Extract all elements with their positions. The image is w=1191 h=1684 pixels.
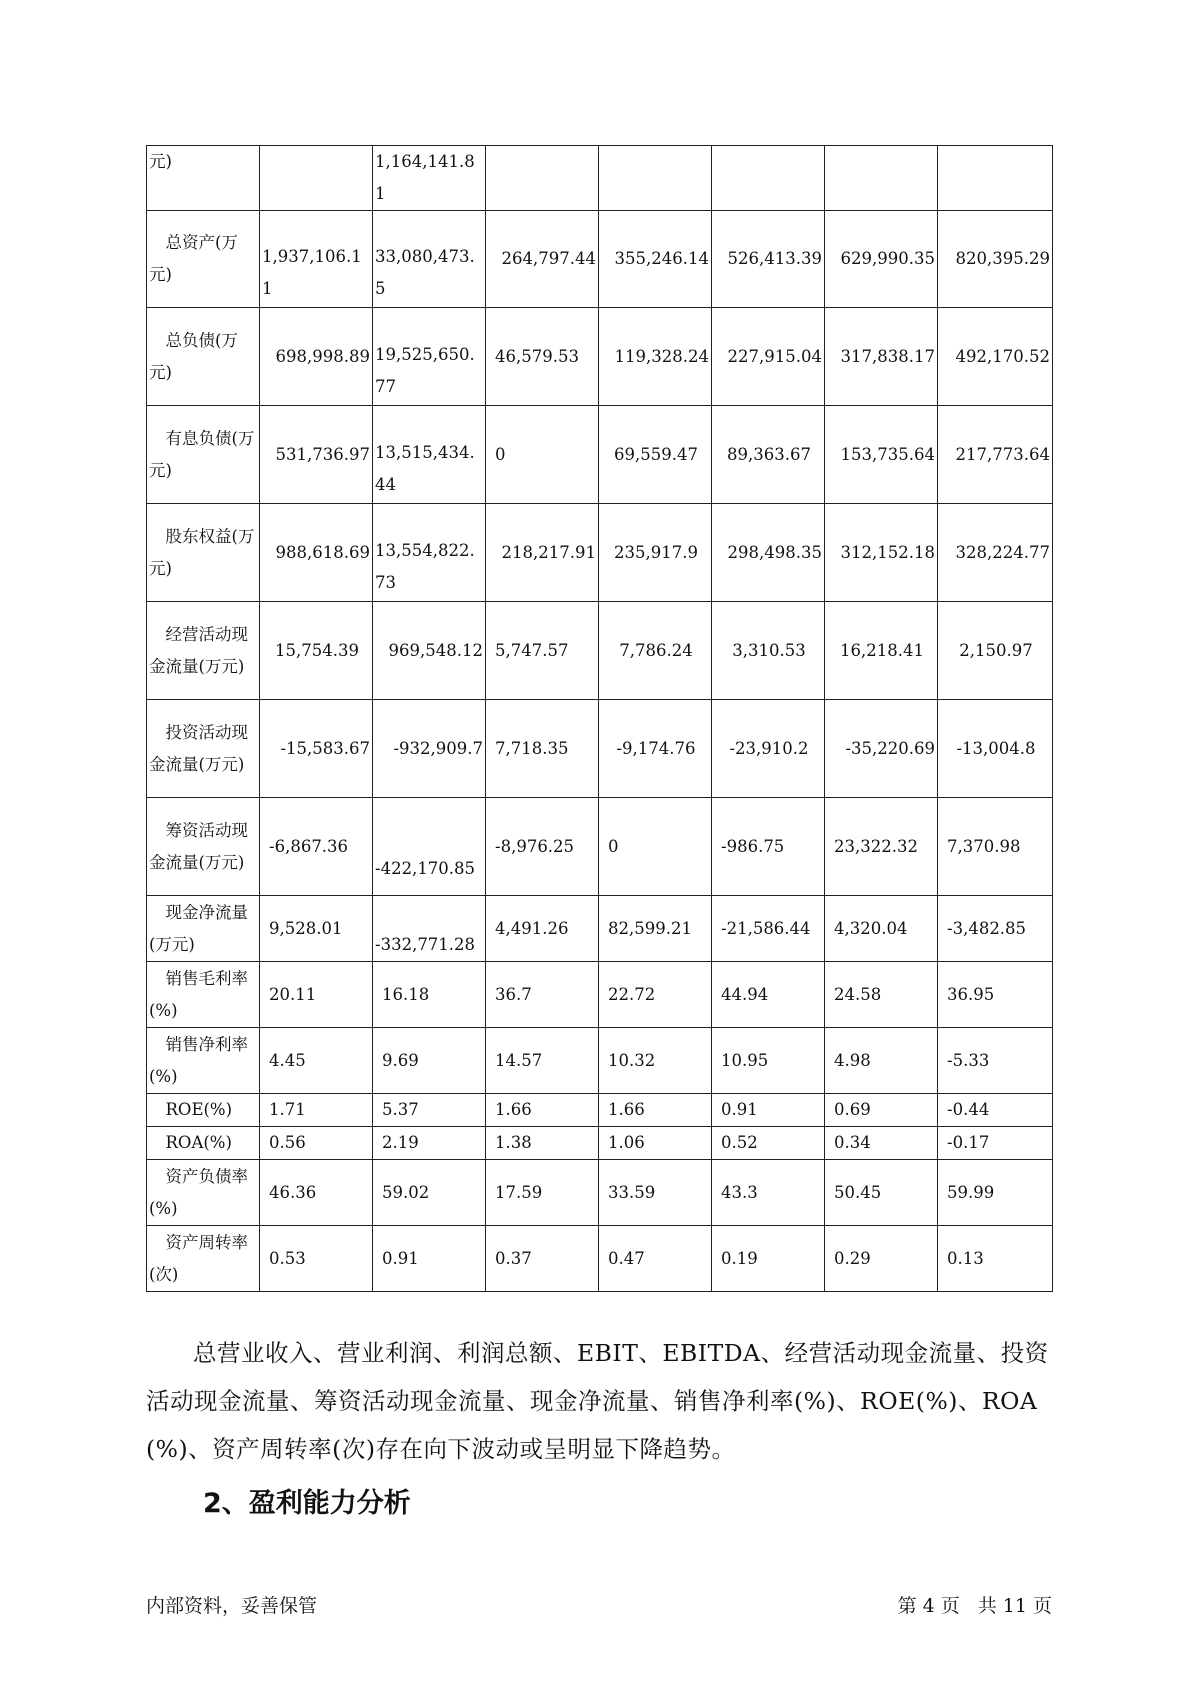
cell-value: 119,328.24 xyxy=(599,308,712,406)
cell-value: 3,310.53 xyxy=(712,602,825,700)
cell-value: 264,797.44 xyxy=(486,211,599,308)
table-row xyxy=(147,211,1053,308)
row-label: 销售毛利率(%) xyxy=(147,962,260,1028)
cell-value: -9,174.76 xyxy=(599,700,712,798)
row-label: 筹资活动现金流量(万元) xyxy=(147,798,260,896)
cell-value: 1,937,106.11 xyxy=(260,211,373,308)
cell-value: -15,583.67 xyxy=(260,700,373,798)
cell-value: -5.33 xyxy=(938,1028,1053,1094)
table-row xyxy=(147,1094,1053,1127)
cell-value: -8,976.25 xyxy=(486,798,599,896)
cell-value: 531,736.97 xyxy=(260,406,373,504)
cell-value: 0.34 xyxy=(825,1127,938,1160)
cell-value: 0 xyxy=(486,406,599,504)
footer-page-number xyxy=(898,1592,1052,1620)
table-row xyxy=(147,1028,1053,1094)
cell-value: 19,525,650.77 xyxy=(373,308,486,406)
cell-value: 4.98 xyxy=(825,1028,938,1094)
cell-value: 59.99 xyxy=(938,1160,1053,1226)
cell-value: 5,747.57 xyxy=(486,602,599,700)
cell-value: 1.66 xyxy=(599,1094,712,1127)
cell-value xyxy=(486,146,599,211)
cell-value: 820,395.29 xyxy=(938,211,1053,308)
cell-value: 4,320.04 xyxy=(825,896,938,962)
cell-value: 9.69 xyxy=(373,1028,486,1094)
table-row xyxy=(147,602,1053,700)
cell-value: 0.53 xyxy=(260,1226,373,1292)
cell-value: 33,080,473.5 xyxy=(373,211,486,308)
cell-value: 4,491.26 xyxy=(486,896,599,962)
cell-value: 13,515,434.44 xyxy=(373,406,486,504)
cell-value: 46.36 xyxy=(260,1160,373,1226)
cell-value: 43.3 xyxy=(712,1160,825,1226)
cell-value: 2,150.97 xyxy=(938,602,1053,700)
table-row xyxy=(147,700,1053,798)
cell-value: 14.57 xyxy=(486,1028,599,1094)
row-label: 现金净流量(万元) xyxy=(147,896,260,962)
cell-value: 0.52 xyxy=(712,1127,825,1160)
cell-value: 17.59 xyxy=(486,1160,599,1226)
cell-value: 46,579.53 xyxy=(486,308,599,406)
row-label: 有息负债(万元) xyxy=(147,406,260,504)
cell-value: -932,909.7 xyxy=(373,700,486,798)
cell-value: 7,718.35 xyxy=(486,700,599,798)
cell-value: 328,224.77 xyxy=(938,504,1053,602)
cell-value: 298,498.35 xyxy=(712,504,825,602)
cell-value: 20.11 xyxy=(260,962,373,1028)
cell-value: 1.38 xyxy=(486,1127,599,1160)
section-title: 2、盈利能力分析 xyxy=(203,1488,411,1519)
cell-value: 0.91 xyxy=(373,1226,486,1292)
cell-value: 36.7 xyxy=(486,962,599,1028)
cell-value: 33.59 xyxy=(599,1160,712,1226)
cell-value: 16.18 xyxy=(373,962,486,1028)
cell-value: 16,218.41 xyxy=(825,602,938,700)
row-label: 销售净利率(%) xyxy=(147,1028,260,1094)
cell-value: 153,735.64 xyxy=(825,406,938,504)
cell-value: 5.37 xyxy=(373,1094,486,1127)
cell-value: 4.45 xyxy=(260,1028,373,1094)
table-row xyxy=(147,962,1053,1028)
cell-value xyxy=(712,146,825,211)
cell-value xyxy=(599,146,712,211)
cell-value: 492,170.52 xyxy=(938,308,1053,406)
table-row xyxy=(147,308,1053,406)
row-label: 经营活动现金流量(万元) xyxy=(147,602,260,700)
cell-value: 59.02 xyxy=(373,1160,486,1226)
table-row xyxy=(147,146,1053,211)
table-row xyxy=(147,1160,1053,1226)
cell-value: 227,915.04 xyxy=(712,308,825,406)
financial-data-table xyxy=(146,145,1053,1292)
cell-value: 82,599.21 xyxy=(599,896,712,962)
cell-value: -23,910.2 xyxy=(712,700,825,798)
cell-value: -21,586.44 xyxy=(712,896,825,962)
cell-value: 10.32 xyxy=(599,1028,712,1094)
cell-value: 2.19 xyxy=(373,1127,486,1160)
cell-value: 23,322.32 xyxy=(825,798,938,896)
cell-value: -986.75 xyxy=(712,798,825,896)
cell-value: 218,217.91 xyxy=(486,504,599,602)
table-row xyxy=(147,798,1053,896)
cell-value: 10.95 xyxy=(712,1028,825,1094)
row-label: ROE(%) xyxy=(147,1094,260,1127)
cell-value: 22.72 xyxy=(599,962,712,1028)
row-label: 总负债(万元) xyxy=(147,308,260,406)
table-row xyxy=(147,896,1053,962)
cell-value: 0 xyxy=(599,798,712,896)
cell-value: 0.29 xyxy=(825,1226,938,1292)
cell-value: 7,370.98 xyxy=(938,798,1053,896)
cell-value: 988,618.69 xyxy=(260,504,373,602)
row-label: 投资活动现金流量(万元) xyxy=(147,700,260,798)
footer-confidential-note: 内部资料，妥善保管 xyxy=(146,1595,318,1617)
cell-value: 7,786.24 xyxy=(599,602,712,700)
cell-value: 969,548.12 xyxy=(373,602,486,700)
cell-value: 13,554,822.73 xyxy=(373,504,486,602)
table-row xyxy=(147,1226,1053,1292)
cell-value: 629,990.35 xyxy=(825,211,938,308)
row-label: 元) xyxy=(147,146,260,211)
cell-value: 0.13 xyxy=(938,1226,1053,1292)
cell-value: -422,170.85 xyxy=(373,798,486,896)
cell-value: 9,528.01 xyxy=(260,896,373,962)
cell-value xyxy=(260,146,373,211)
footer-total-label: 共 11 页 xyxy=(977,1595,1052,1617)
cell-value: 0.56 xyxy=(260,1127,373,1160)
body-paragraph: 总营业收入、营业利润、利润总额、EBIT、EBITDA、经营活动现金流量、投资活动现金流量、筹资活动现金流量、现金净流量、销售净利率(%)、ROE(%)、ROA(%)、资产周转率(次)存在向下波动或呈明显下降趋势。 xyxy=(146,1339,1049,1463)
cell-value: 0.91 xyxy=(712,1094,825,1127)
cell-value: 24.58 xyxy=(825,962,938,1028)
cell-value: -332,771.28 xyxy=(373,896,486,962)
cell-value: 1.66 xyxy=(486,1094,599,1127)
cell-value: 36.95 xyxy=(938,962,1053,1028)
cell-value: 0.37 xyxy=(486,1226,599,1292)
cell-value: -0.17 xyxy=(938,1127,1053,1160)
cell-value: 1.71 xyxy=(260,1094,373,1127)
cell-value: -13,004.8 xyxy=(938,700,1053,798)
cell-value: 50.45 xyxy=(825,1160,938,1226)
cell-value: 1.06 xyxy=(599,1127,712,1160)
cell-value: 526,413.39 xyxy=(712,211,825,308)
cell-value: -3,482.85 xyxy=(938,896,1053,962)
cell-value: 89,363.67 xyxy=(712,406,825,504)
table-row xyxy=(147,1127,1053,1160)
table-row xyxy=(147,504,1053,602)
footer-page-label: 第 4 页 xyxy=(897,1595,960,1617)
cell-value: 312,152.18 xyxy=(825,504,938,602)
cell-value: 1,164,141.81 xyxy=(373,146,486,211)
cell-value: 355,246.14 xyxy=(599,211,712,308)
cell-value xyxy=(825,146,938,211)
cell-value: 217,773.64 xyxy=(938,406,1053,504)
row-label: 资产负债率(%) xyxy=(147,1160,260,1226)
cell-value: 69,559.47 xyxy=(599,406,712,504)
cell-value: 235,917.9 xyxy=(599,504,712,602)
cell-value: -35,220.69 xyxy=(825,700,938,798)
cell-value: 0.19 xyxy=(712,1226,825,1292)
table-row xyxy=(147,406,1053,504)
cell-value: -0.44 xyxy=(938,1094,1053,1127)
row-label: 资产周转率(次) xyxy=(147,1226,260,1292)
cell-value: 0.69 xyxy=(825,1094,938,1127)
cell-value: -6,867.36 xyxy=(260,798,373,896)
cell-value: 698,998.89 xyxy=(260,308,373,406)
row-label: ROA(%) xyxy=(147,1127,260,1160)
row-label: 股东权益(万元) xyxy=(147,504,260,602)
cell-value: 15,754.39 xyxy=(260,602,373,700)
row-label: 总资产(万元) xyxy=(147,211,260,308)
cell-value xyxy=(938,146,1053,211)
cell-value: 0.47 xyxy=(599,1226,712,1292)
cell-value: 317,838.17 xyxy=(825,308,938,406)
cell-value: 44.94 xyxy=(712,962,825,1028)
